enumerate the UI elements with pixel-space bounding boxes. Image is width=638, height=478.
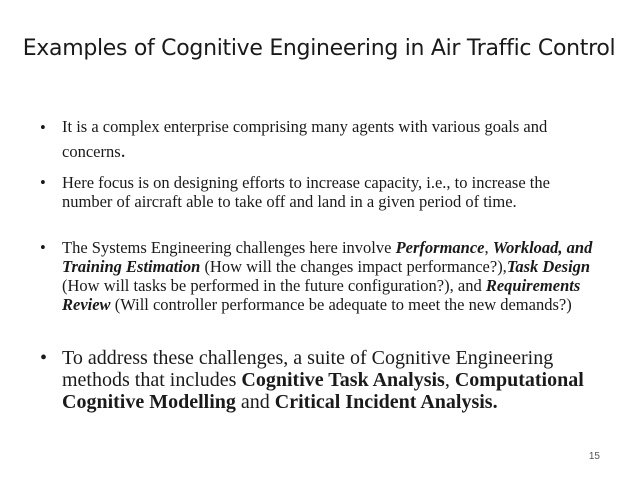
emphasis-workload: Workload, and Training Estimation bbox=[62, 238, 593, 276]
page-number: 15 bbox=[588, 451, 600, 462]
bullet-4-text-2: , bbox=[444, 369, 455, 391]
bullet-dot: • bbox=[40, 347, 48, 369]
bullet-2-text: Here focus is on designing efforts to increase capacity, i.e., to increase the number of aircraft able to take off and land in a given period of time. bbox=[62, 173, 550, 211]
emphasis-ccm: Computational Cognitive Modelling bbox=[62, 369, 584, 413]
bullet-text bbox=[62, 347, 600, 413]
bullet-3-text-1: The Systems Engineering challenges here involve bbox=[62, 238, 396, 257]
bullet-1-period: . bbox=[120, 140, 126, 162]
bullet-dot: • bbox=[40, 238, 46, 257]
bullet-dot: • bbox=[40, 118, 46, 137]
bullet-text bbox=[62, 238, 600, 314]
emphasis-cia: Critical Incident Analysis. bbox=[274, 391, 498, 413]
emphasis-requirements-review: Requirements Review bbox=[62, 276, 581, 314]
bullet-1-text: It is a complex enterprise comprising many agents with various goals and concerns bbox=[62, 117, 548, 161]
emphasis-performance: Performance bbox=[395, 238, 485, 257]
bullet-3-text-4: (How will tasks be performed in the future configuration?), and bbox=[62, 276, 486, 295]
bullet-4-text-3: and bbox=[235, 391, 275, 413]
bullet-3-text-3: (How will the changes impact performance?), bbox=[200, 257, 507, 276]
emphasis-task-design: Task Design bbox=[506, 257, 591, 276]
bullet-text bbox=[62, 115, 600, 164]
slide-title: Examples of Cognitive Engineering in Air Traffic Control bbox=[22, 36, 616, 61]
bullet-3-text-2: , bbox=[484, 238, 493, 257]
bullet-3-text-5: (Will controller performance be adequate to meet the new demands?) bbox=[110, 295, 572, 314]
bullet-4-text-1: To address these challenges, a suite of Cognitive Engineering methods that includes bbox=[62, 347, 554, 391]
emphasis-cta: Cognitive Task Analysis bbox=[241, 369, 445, 391]
bullet-dot: • bbox=[40, 173, 46, 192]
